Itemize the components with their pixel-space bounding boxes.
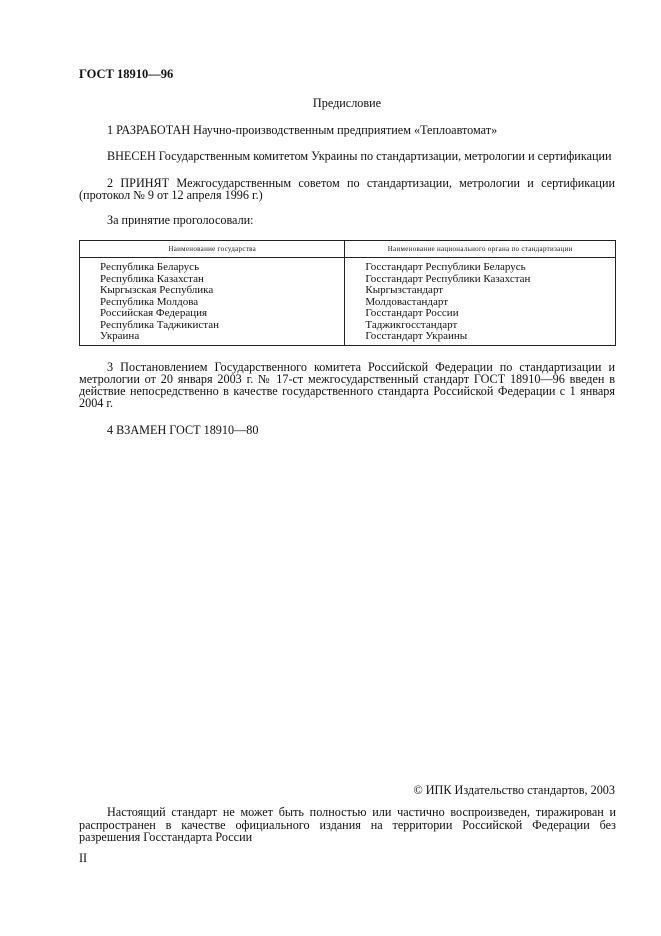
- copyright-line: © ИПК Издательство стандартов, 2003: [413, 783, 615, 797]
- document-code: ГОСТ 18910—96: [79, 67, 174, 81]
- state-item: Республика Таджикистан: [100, 318, 219, 331]
- state-item: Республика Беларусь: [100, 261, 200, 273]
- state-item: Украина: [100, 330, 140, 342]
- introduced-paragraph: ВНЕСЕН Государственным комитетом Украины по стандартизации, метрологии и сертификации: [107, 149, 612, 163]
- body-item: Госстандарт Республики Казахстан: [365, 272, 531, 285]
- replacement-paragraph: 4 ВЗАМЕН ГОСТ 18910—80: [107, 423, 259, 437]
- state-item: Республика Молдова: [100, 295, 199, 308]
- bodies-column: [345, 258, 616, 346]
- section-title: Предисловие: [312, 96, 382, 110]
- page-number: II: [79, 851, 88, 865]
- voted-intro: За принятие проголосовали:: [107, 213, 254, 227]
- body-item: Госстандарт Украины: [365, 330, 468, 342]
- body-item: Таджикгосстандарт: [365, 318, 458, 331]
- voting-table: [79, 240, 616, 346]
- body-item: Кыргызстандарт: [365, 284, 444, 296]
- adopted-paragraph: 2 ПРИНЯТ Межгосударственным советом по стандартизации, метрологии и сертификации (протокол № 9 от 12 апреля 1996 г.): [79, 176, 615, 202]
- enactment-paragraph: 3 Постановлением Государственного комитета Российской Федерации по стандартизации и метрологии от 20 января 2003 г. № 17-ст межгосударственный стандарт ГОСТ 18910—96 введен в действие непосредственно в качестве государственного стандарта Российской Федерации с 1 января 2004 г.: [79, 360, 615, 410]
- state-item: Кыргызская Республика: [100, 284, 214, 296]
- reproduction-notice: Настоящий стандарт не может быть полностью или частично воспроизведен, тиражирован и распространен в качестве официального издания на территории Российской Федерации без разрешения Госстандарта России: [79, 805, 616, 844]
- table-header-body: Наименование национального органа по стандартизации: [345, 241, 616, 258]
- state-item: Республика Казахстан: [100, 272, 204, 285]
- states-column: [80, 258, 345, 346]
- table-header-state: Наименование государства: [80, 241, 345, 258]
- state-item: Российская Федерация: [100, 307, 208, 319]
- body-item: Госстандарт России: [365, 307, 459, 319]
- developer-paragraph: 1 РАЗРАБОТАН Научно-производственным предприятием «Теплоавтомат»: [107, 123, 498, 137]
- body-item: Госстандарт Республики Беларусь: [365, 261, 526, 273]
- body-item: Молдовастандарт: [365, 295, 449, 308]
